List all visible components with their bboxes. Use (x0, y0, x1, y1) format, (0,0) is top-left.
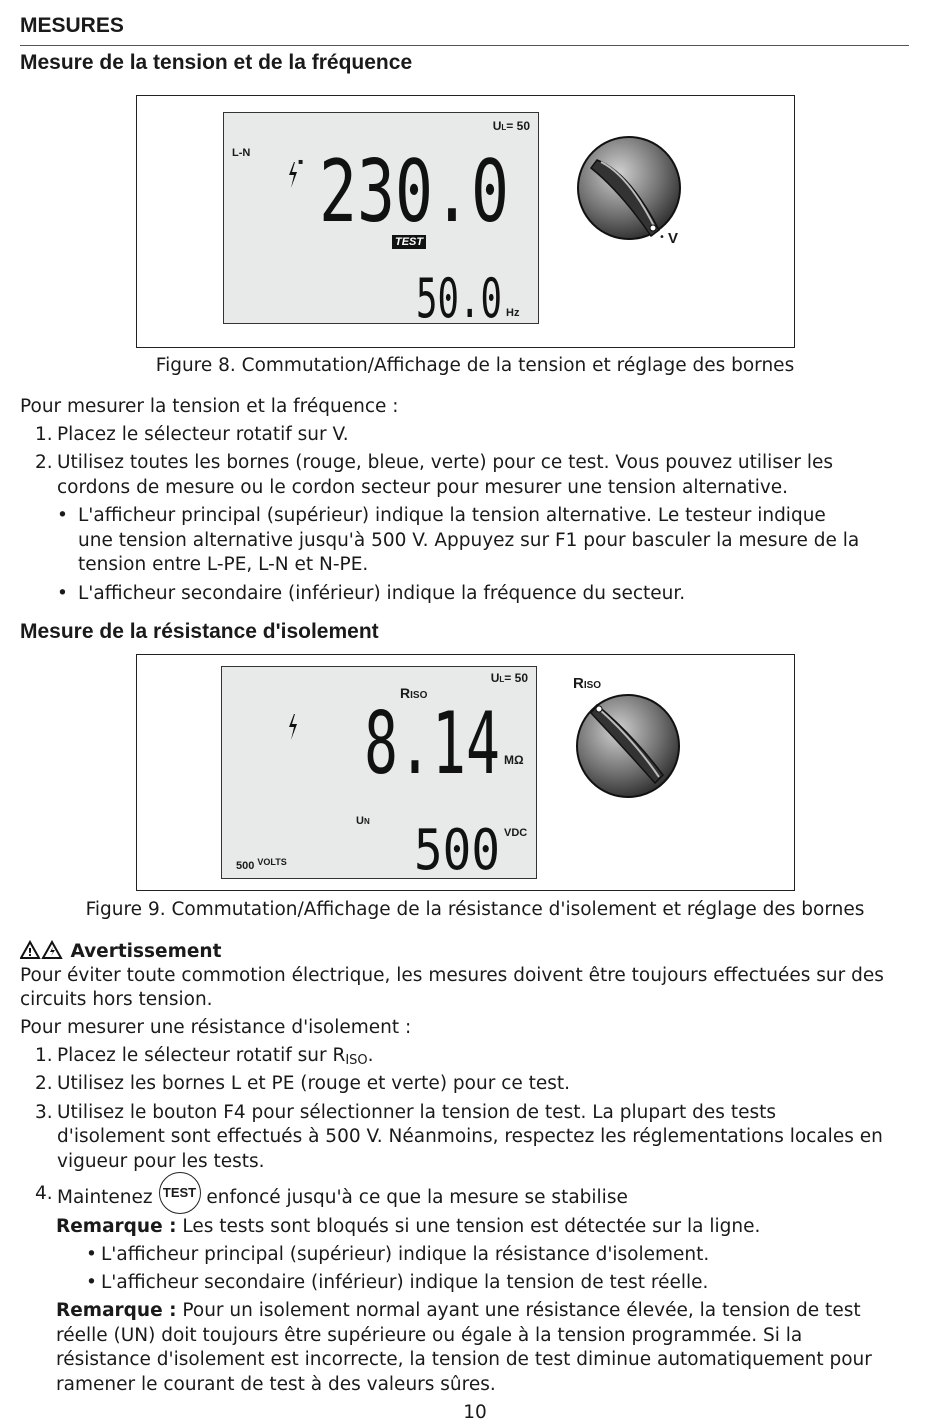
secondary-unit: VDC (504, 827, 528, 839)
note-2-text: résistance d'isolement est incorrecte, la tension de test diminue automatiquement pour (56, 1349, 872, 1370)
title-divider (20, 45, 909, 46)
note-2-text: ramener le courant de test à des valeurs sûres. (56, 1374, 496, 1395)
bullet-text: une tension alternative jusqu'à 500 V. Appuyez sur F1 pour basculer la mesure de la (78, 530, 860, 551)
bullet-marker: • (57, 505, 68, 526)
riso-indicator: RISO (400, 685, 428, 701)
step-text: Placez le sélecteur rotatif sur V. (57, 424, 349, 445)
un-indicator: UN (356, 815, 370, 827)
svg-text:230.0: 230.0 (319, 151, 509, 227)
rotary-dial-icon[interactable] (575, 132, 685, 244)
bullet-text: L'afficheur secondaire (inférieur) indique la fréquence du secteur. (78, 583, 686, 604)
step-number: 2. (35, 1073, 53, 1094)
step-text: Placez le sélecteur rotatif sur $R_{ISO}$. (57, 1045, 374, 1068)
note-1: Remarque : Les tests sont bloqués si une tension est détectée sur la ligne. (56, 1216, 761, 1237)
step-number: 2. (35, 452, 53, 473)
page-number: 10 (463, 1402, 487, 1423)
warning-heading: ! Avertissement (20, 940, 221, 962)
bullet-text: L'afficheur secondaire (inférieur) indique la tension de test réelle. (101, 1272, 709, 1293)
intro-insulation: Pour mesurer une résistance d'isolement : (20, 1017, 412, 1038)
step-text: cordons de mesure ou le cordon secteur pour mesurer une tension alternative. (57, 477, 789, 498)
volts-indicator: 500 $^{VOLTS}$ (236, 857, 287, 872)
primary-value (314, 151, 514, 227)
step-number: 3. (35, 1102, 53, 1123)
step-text: Utilisez toutes les bornes (rouge, bleue, verte) pour ce test. Vous pouvez utiliser les (57, 452, 833, 473)
primary-value (362, 703, 502, 779)
step-text: Utilisez le bouton F4 pour sélectionner la tension de test. La plupart des tests (57, 1102, 776, 1123)
bullet-text: tension entre L-PE, L-N et N-PE. (78, 554, 369, 575)
dial-label-v: V (668, 230, 679, 247)
step-text: Utilisez les bornes L et PE (rouge et verte) pour ce test. (57, 1073, 571, 1094)
svg-text:500: 500 (414, 823, 500, 873)
figure-9 (136, 654, 795, 891)
secondary-value (412, 823, 502, 873)
intro-voltage: Pour mesurer la tension et la fréquence : (20, 396, 399, 417)
figure-8: UL= 50 L-N ▪ 230.0 TEST 50.0 Hz • V (136, 95, 795, 348)
figure-8-caption: Figure 8. Commutation/Affichage de la tension et réglage des bornes (155, 355, 795, 376)
note-2-text: réelle (UN) doit toujours être supérieure ou égale à la tension programmée. Si la (56, 1325, 803, 1346)
hazard-voltage-icon (286, 713, 300, 741)
figure-9-caption: Figure 9. Commutation/Affichage de la résistance d'isolement et réglage des bornes (85, 899, 865, 920)
step-number: 1. (35, 1045, 53, 1066)
warning-text: Pour éviter toute commotion électrique, les mesures doivent être toujours effectuées sur des (20, 965, 884, 986)
test-badge: TEST (392, 235, 426, 249)
bullet-text: L'afficheur principal (supérieur) indique la tension alternative. Le testeur indique (78, 505, 826, 526)
warning-triangle-icon (20, 940, 64, 960)
svg-text:8.14: 8.14 (364, 703, 500, 779)
bullet-marker: • (86, 1272, 97, 1293)
primary-unit: MΩ (504, 753, 524, 767)
rotary-dial-icon[interactable] (573, 691, 683, 801)
ul-indicator: UL= 50 (492, 119, 530, 133)
svg-text:!: ! (27, 946, 33, 959)
bullet-text: L'afficheur principal (supérieur) indique la résistance d'isolement. (101, 1244, 710, 1265)
step-text: d'isolement sont effectués à 500 V. Néanmoins, respectez les réglementations locales en (57, 1126, 883, 1147)
lcd-display: UL= 50 L-N ▪ 230.0 TEST 50.0 Hz (223, 112, 539, 324)
mode-indicator: L-N (232, 147, 251, 159)
warning-text: circuits hors tension. (20, 989, 213, 1010)
heading-voltage-frequency: Mesure de la tension et de la fréquence (20, 51, 413, 74)
test-button-icon: TEST (159, 1172, 201, 1214)
dial-label-riso: RISO (573, 675, 602, 692)
section-title: MESURES (20, 14, 124, 37)
step-text: vigueur pour les tests. (57, 1151, 265, 1172)
svg-text:50.0: 50.0 (416, 273, 502, 321)
bullet-marker: • (86, 1244, 97, 1265)
ul-indicator: UL= 50 (490, 671, 528, 685)
step-text: Maintenez TEST enfoncé jusqu'à ce que la mesure se stabilise (57, 1182, 628, 1214)
note-2: Remarque : Pour un isolement normal ayant une résistance élevée, la tension de test (56, 1300, 861, 1321)
heading-insulation: Mesure de la résistance d'isolement (20, 620, 379, 643)
bullet-marker: • (57, 583, 68, 604)
secondary-value (414, 273, 504, 321)
secondary-unit: Hz (506, 307, 520, 319)
step-number: 1. (35, 424, 53, 445)
step-number: 4. (35, 1183, 53, 1204)
lcd-display (221, 666, 537, 879)
